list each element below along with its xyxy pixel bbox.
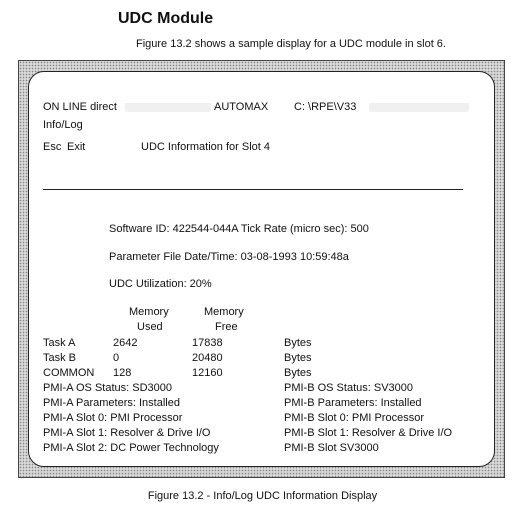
pmi-a-slot-0: PMI-A Slot 0: PMI Processor	[43, 412, 183, 424]
pmi-a-slot-1: PMI-A Slot 1: Resolver & Drive I/O	[43, 427, 211, 439]
pmi-b-slot: PMI-B Slot SV3000	[284, 442, 379, 454]
table-cell-unit: Bytes	[284, 337, 312, 349]
faded-text	[125, 103, 211, 112]
software-id: Software ID: 422544-044A Tick Rate (micro sec): 500	[109, 223, 369, 235]
table-cell-free: 17838	[192, 337, 223, 349]
udc-utilization: UDC Utilization: 20%	[109, 278, 212, 290]
pmi-a-parameters: PMI-A Parameters: Installed	[43, 397, 180, 409]
table-row-label: Task B	[43, 352, 77, 364]
table-cell-free: 12160	[192, 367, 223, 379]
pmi-b-slot-1: PMI-B Slot 1: Resolver & Drive I/O	[284, 427, 453, 439]
status-system: AUTOMAX	[214, 101, 269, 113]
table-cell-used: 128	[113, 367, 132, 379]
exit-option[interactable]: Exit	[67, 141, 86, 153]
memory-used-header: Memory	[129, 306, 169, 318]
intro-text: Figure 13.2 shows a sample display for a UDC module in slot 6.	[136, 38, 446, 50]
table-cell-used: 2642	[113, 337, 138, 349]
parameter-file-datetime: Parameter File Date/Time: 03-08-1993 10:59:48a	[109, 251, 349, 263]
pmi-b-parameters: PMI-B Parameters: Installed	[284, 397, 422, 409]
pmi-a-slot-2: PMI-A Slot 2: DC Power Technology	[43, 442, 219, 454]
table-cell-unit: Bytes	[284, 352, 312, 364]
table-cell-free: 20480	[192, 352, 223, 364]
figure-caption: Figure 13.2 - Info/Log UDC Information Display	[147, 490, 378, 502]
pmi-b-os-status: PMI-B OS Status: SV3000	[284, 382, 414, 394]
table-row-label: COMMON	[43, 367, 95, 379]
status-path: C: \RPE\V33	[294, 101, 357, 113]
memory-free-header: Memory	[204, 306, 244, 318]
status-mode: ON LINE direct	[43, 101, 117, 113]
used-subheader: Used	[137, 321, 163, 333]
faded-text	[369, 103, 469, 112]
table-row-label: Task A	[43, 337, 76, 349]
pmi-a-os-status: PMI-A OS Status: SD3000	[43, 382, 173, 394]
pmi-b-slot-0: PMI-B Slot 0: PMI Processor	[284, 412, 424, 424]
terminal-screen	[28, 71, 495, 467]
esc-key[interactable]: Esc	[43, 141, 62, 153]
free-subheader: Free	[215, 321, 238, 333]
menu-path: Info/Log	[43, 119, 83, 131]
table-cell-unit: Bytes	[284, 367, 312, 379]
table-cell-used: 0	[113, 352, 120, 364]
divider-line	[43, 189, 463, 190]
screen-title: UDC Information for Slot 4	[141, 141, 270, 153]
section-title: UDC Module	[118, 10, 214, 27]
